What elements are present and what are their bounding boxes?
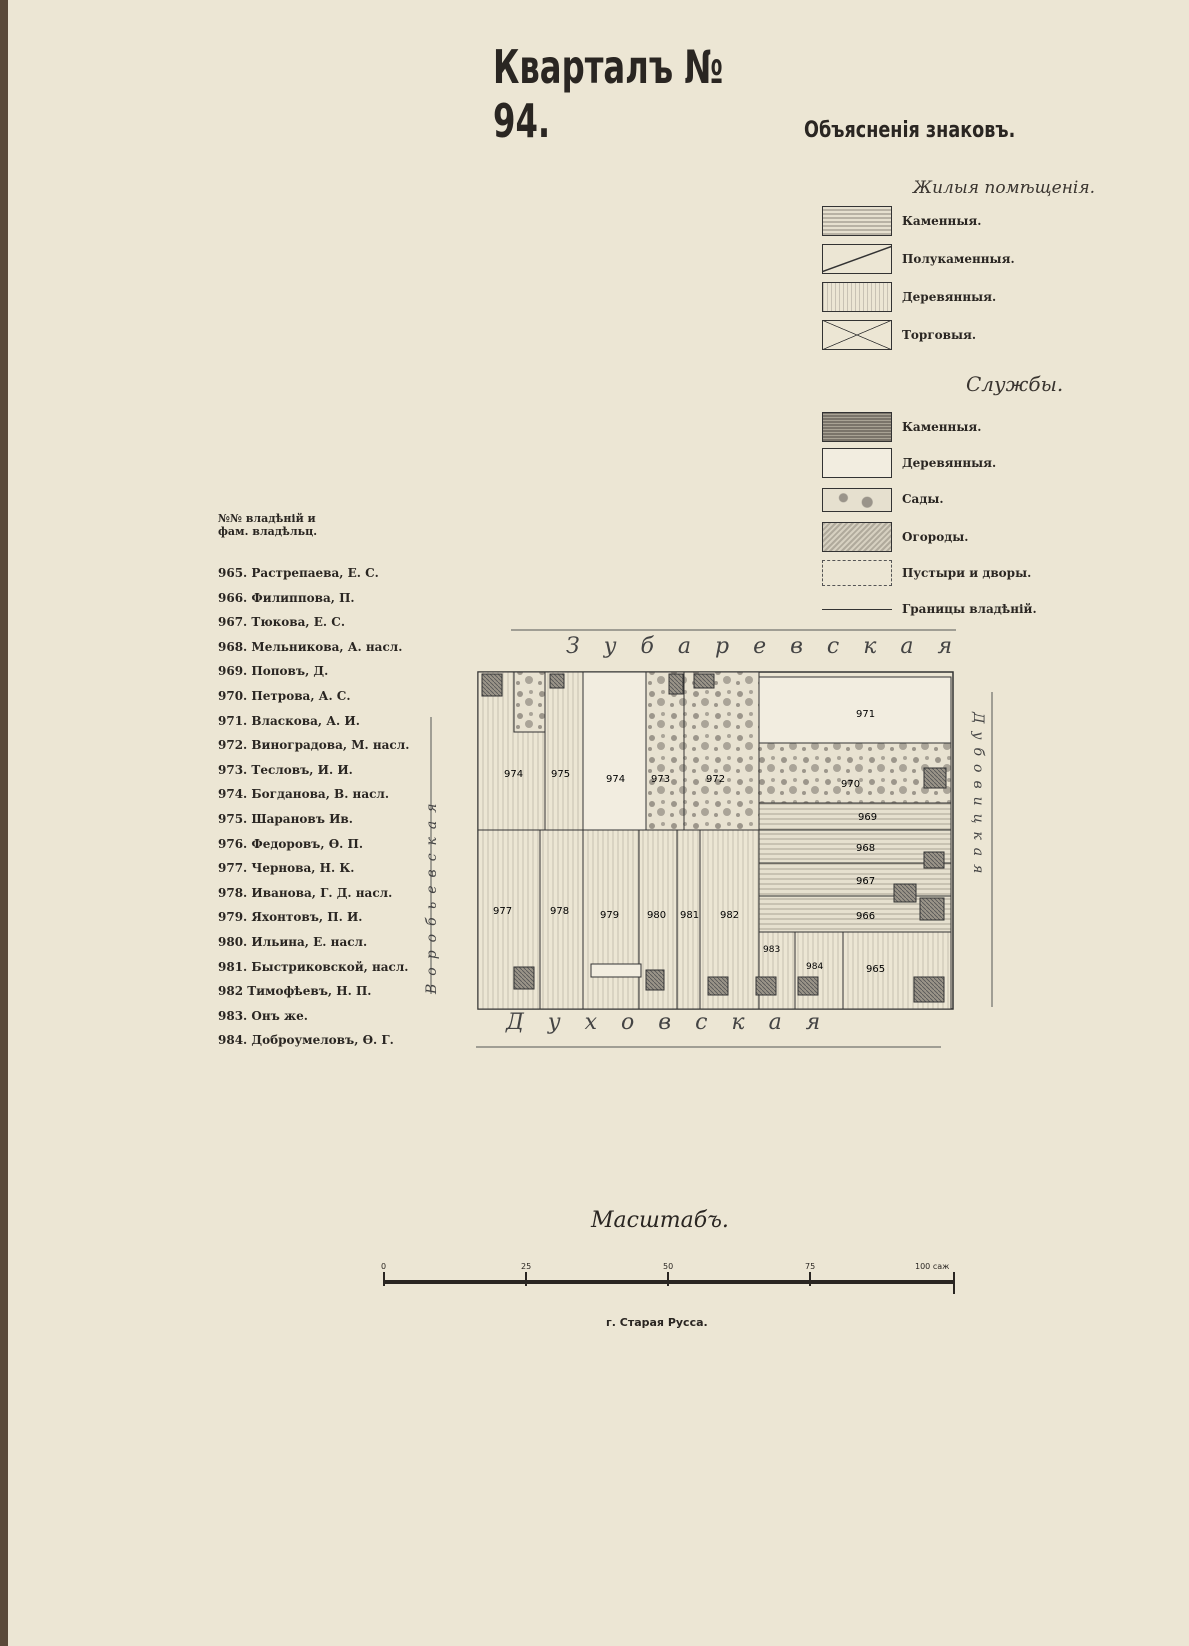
legend-label: Деревянныя. [902,290,997,304]
scale-bar [381,1262,955,1294]
parcel-970 [759,743,951,803]
yard-swatch [822,560,892,586]
scale-tick-label: 0 [381,1262,387,1271]
parcel-969 [759,803,951,830]
service-building [894,884,916,902]
service-building [924,768,946,788]
scale-tick-mark [667,1272,669,1286]
parcel-number: 974 [504,769,524,780]
parcel-975 [545,672,583,830]
vegetable-garden-swatch [822,522,892,552]
parcel-number: 978 [550,906,570,917]
service-building [482,674,502,696]
owners-heading-line: №№ владѣній и [218,512,316,525]
service-building [756,977,776,995]
parcel-968 [759,830,951,863]
parcel-number: 984 [806,962,824,972]
parcel-number: 982 [720,910,740,921]
owner-entry: 981. Быстриковской, насл. [218,959,409,974]
parcel-number: 983 [763,945,781,955]
owner-entry: 965. Растрепаева, Е. С. [218,566,379,580]
parcel-972 [684,672,759,830]
owner-entry: 968. Мельникова, А. насл. [218,639,403,654]
trade-swatch [822,320,892,350]
scale-tick-label: 50 [663,1262,674,1271]
parcel-983 [759,932,795,1009]
legend-label: Деревянныя. [902,456,997,470]
page-title: Кварталъ № 94. [493,40,724,148]
owner-entry: 972. Виноградова, М. насл. [218,738,410,753]
service-building [591,964,641,977]
street-south: Духовская [506,1010,845,1035]
owner-entry: 978. Иванова, Г. Д. насл. [218,885,393,900]
scale-tick-mark [383,1272,385,1286]
stone-swatch [822,206,892,236]
owner-entry: 971. Власкова, А. И. [218,713,360,728]
legend-label: Сады. [902,492,944,506]
service-building [708,977,728,995]
parcel-number: 973 [651,774,671,785]
scale-tick-mark [809,1272,811,1286]
scale-title: Масштабъ. [591,1208,729,1233]
legend-title: Объясненія знаковъ. [804,118,1016,143]
street-west: Воробьевская [424,795,440,994]
owner-entry: 969. Поповъ, Д. [218,664,329,679]
half-stone-swatch [822,244,892,274]
scale-tick-label: 100 саж [915,1262,950,1271]
owner-entry: 984. Доброумеловъ, Ѳ. Г. [218,1033,394,1048]
service-building [924,852,944,868]
owner-entry: 975. Шарановъ Ив. [218,812,353,826]
scale-tick-mark [525,1272,527,1286]
legend-label: Каменныя. [902,214,982,228]
parcel-974b [583,672,646,830]
parcel-number: 979 [600,910,620,921]
owner-entry: 974. Богданова, В. насл. [218,787,390,802]
parcel-number: 971 [856,709,876,720]
scale-tick-label: 75 [805,1262,816,1271]
owner-entry: 966. Филиппова, П. [218,590,355,605]
parcel-number: 965 [866,964,886,975]
owner-entry: 980. Ильина, Е. насл. [218,935,368,949]
quarter-map [426,622,1026,1076]
owner-entry: 976. Федоровъ, Ѳ. П. [218,836,364,851]
parcel-number: 968 [856,843,876,854]
city-caption: г. Старая Русса. [606,1316,708,1329]
service-building [669,674,683,694]
garden-swatch [822,488,892,512]
owner-entry: 982 Тимофѣевъ, Н. П. [218,984,372,999]
parcel-garden [514,672,545,732]
boundary-line-swatch [822,609,892,610]
owner-entry: 970. Петрова, А. С. [218,689,351,703]
map-sheet [8,0,1189,1646]
owner-entry: 977. Чернова, Н. К. [218,861,355,876]
service-building [550,674,564,688]
parcel-number: 981 [680,910,700,921]
street-east: Дубовицкая [970,712,986,882]
service-building [798,977,818,995]
quarter-plan [426,622,1026,1072]
owners-heading-line: фам. владѣльц. [218,525,318,538]
service-building [914,977,944,1002]
parcel-number: 974 [606,774,626,785]
legend-label: Каменныя. [902,420,982,434]
parcel-971 [759,677,951,743]
owner-entry: 983. Онъ же. [218,1008,308,1023]
parcel-967 [759,863,951,896]
owner-entry: 973. Тесловъ, И. И. [218,762,353,777]
owners-heading [218,512,398,538]
parcel-number: 977 [493,906,513,917]
parcel-number: 972 [706,774,726,785]
service-wood-swatch [822,448,892,478]
scale-tick-label: 25 [521,1262,532,1271]
parcel-number: 970 [841,779,861,790]
street-north: Зубаревская [566,634,977,659]
owner-entry: 979. Яхонтовъ, П. И. [218,910,363,925]
scale-tick-mark [953,1272,955,1294]
legend-label: Полукаменныя. [902,252,1015,266]
scale-bar-line [383,1280,955,1284]
service-building [694,674,714,688]
parcel-number: 980 [647,910,667,921]
legend-label: Пустыри и дворы. [902,566,1032,580]
service-building [646,970,664,990]
legend-label: Границы владѣній. [902,602,1037,616]
parcel-number: 969 [858,812,878,823]
parcel-973 [646,672,684,830]
legend-residential-heading: Жилыя помѣщенія. [913,178,1096,198]
service-building [920,898,944,920]
legend-services-heading: Службы. [966,372,1064,396]
parcel-number: 975 [551,769,571,780]
legend-label: Огороды. [902,530,969,544]
legend-label: Торговыя. [902,328,977,342]
service-building [514,967,534,989]
parcel-number: 967 [856,876,876,887]
service-stone-swatch [822,412,892,442]
parcel-number: 966 [856,911,876,922]
wood-swatch [822,282,892,312]
owner-entry: 967. Тюкова, Е. С. [218,615,346,630]
parcel-978 [540,830,583,1009]
